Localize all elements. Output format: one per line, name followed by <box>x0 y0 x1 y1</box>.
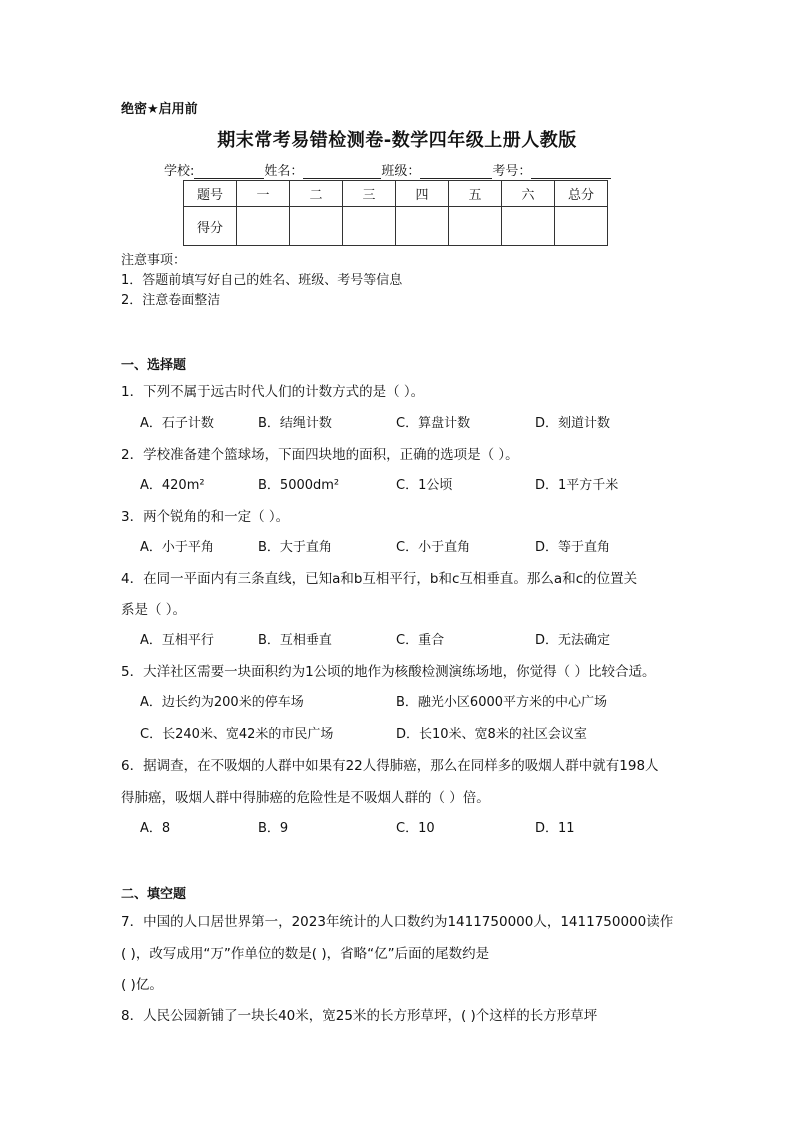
student-info-line <box>164 160 611 179</box>
notes-item: 1．答题前填写好自己的姓名、班级、考号等信息 <box>121 273 403 288</box>
option-d[interactable]: D．无法确定 <box>535 633 611 648</box>
option-d[interactable]: D．长10米、宽8米的社区会议室 <box>396 727 587 742</box>
question-5: 5．大洋社区需要一块面积约为1公顷的地作为核酸检测演练场地，你觉得（ ）比较合适。 <box>121 664 656 680</box>
name-label: 姓名： <box>264 164 304 179</box>
school-field[interactable] <box>164 160 264 179</box>
score-cell[interactable] <box>237 207 290 246</box>
score-row-label: 得分 <box>184 207 237 246</box>
question-1: 1．下列不属于远古时代人们的计数方式的是（ ）。 <box>121 384 425 400</box>
score-header-cell: 三 <box>343 181 396 207</box>
question-8-line-1: 8．人民公园新铺了一块长40米，宽25米的长方形草坪，( )个这样的长方形草坪 <box>121 1008 598 1024</box>
option-b[interactable]: B．5000dm² <box>258 478 340 493</box>
option-a[interactable]: A．小于平角 <box>140 540 214 555</box>
question-4-line-1: 4．在同一平面内有三条直线，已知a和b互相平行，b和c互相垂直。那么a和c的位置关 <box>121 571 638 587</box>
section-1-title: 一、选择题 <box>121 358 187 373</box>
option-c[interactable]: C．长240米、宽42米的市民广场 <box>140 727 334 742</box>
option-d[interactable]: D．等于直角 <box>535 540 611 555</box>
score-header-cell: 五 <box>449 181 502 207</box>
notes-item: 2．注意卷面整洁 <box>121 293 221 308</box>
question-7-line-1: 7．中国的人口居世界第一，2023年统计的人口数约为1411750000人，1411750000读作 <box>121 914 674 930</box>
option-a[interactable]: A．420m² <box>140 478 205 493</box>
score-cell[interactable] <box>396 207 449 246</box>
question-7-line-2: ( )，改写成用“万”作单位的数是( )，省略“亿”后面的尾数约是 <box>121 946 490 962</box>
notes-block <box>121 251 402 311</box>
option-a[interactable]: A．8 <box>140 821 171 836</box>
question-4-line-2: 系是（ ）。 <box>121 602 187 618</box>
score-table-header-row <box>184 181 608 207</box>
school-blank[interactable] <box>194 164 264 179</box>
school-label: 学校: <box>164 164 195 179</box>
score-header-cell: 一 <box>237 181 290 207</box>
question-3: 3．两个锐角的和一定（ ）。 <box>121 509 290 525</box>
option-d[interactable]: D．1平方千米 <box>535 478 619 493</box>
class-field[interactable] <box>381 160 492 179</box>
score-header-cell: 四 <box>396 181 449 207</box>
option-c[interactable]: C．小于直角 <box>396 540 471 555</box>
score-cell[interactable] <box>449 207 502 246</box>
score-cell[interactable] <box>290 207 343 246</box>
score-cell[interactable] <box>555 207 608 246</box>
option-c[interactable]: C．10 <box>396 821 435 836</box>
exam-no-label: 考号： <box>492 164 532 179</box>
option-c[interactable]: C．算盘计数 <box>396 416 471 431</box>
question-6-line-2: 得肺癌，吸烟人群中得肺癌的危险性是不吸烟人群的（ ）倍。 <box>121 790 490 806</box>
class-blank[interactable] <box>420 164 492 179</box>
option-a[interactable]: A．互相平行 <box>140 633 214 648</box>
option-b[interactable]: B．互相垂直 <box>258 633 332 648</box>
option-b[interactable]: B．融光小区6000平方米的中心广场 <box>396 695 608 710</box>
name-field[interactable] <box>264 160 381 179</box>
score-header-cell: 二 <box>290 181 343 207</box>
score-cell[interactable] <box>343 207 396 246</box>
option-b[interactable]: B．9 <box>258 821 289 836</box>
option-d[interactable]: D．刻道计数 <box>535 416 611 431</box>
secret-label: 绝密★启用前 <box>121 102 198 117</box>
option-c[interactable]: C．1公顷 <box>396 478 453 493</box>
option-b[interactable]: B．大于直角 <box>258 540 332 555</box>
section-2-title: 二、填空题 <box>121 887 187 902</box>
option-a[interactable]: A．石子计数 <box>140 416 214 431</box>
score-header-cell: 六 <box>502 181 555 207</box>
notes-heading: 注意事项： <box>121 253 187 268</box>
score-table <box>183 180 608 246</box>
exam-no-blank[interactable] <box>531 164 611 179</box>
question-2: 2．学校准备建个篮球场，下面四块地的面积，正确的选项是（ ）。 <box>121 447 519 463</box>
name-blank[interactable] <box>303 164 381 179</box>
question-6-line-1: 6．据调查，在不吸烟的人群中如果有22人得肺癌，那么在同样多的吸烟人群中就有198人 <box>121 758 659 774</box>
score-header-cell: 题号 <box>184 181 237 207</box>
class-label: 班级： <box>381 164 421 179</box>
option-c[interactable]: C．重合 <box>396 633 445 648</box>
score-header-cell: 总分 <box>555 181 608 207</box>
option-d[interactable]: D．11 <box>535 821 575 836</box>
option-a[interactable]: A．边长约为200米的停车场 <box>140 695 304 710</box>
score-cell[interactable] <box>502 207 555 246</box>
exam-no-field[interactable] <box>492 160 611 179</box>
page-title: 期末常考易错检测卷-数学四年级上册人教版 <box>217 130 577 151</box>
score-table-score-row <box>184 207 608 246</box>
question-7-line-3: ( )亿。 <box>121 977 163 993</box>
option-b[interactable]: B．结绳计数 <box>258 416 332 431</box>
